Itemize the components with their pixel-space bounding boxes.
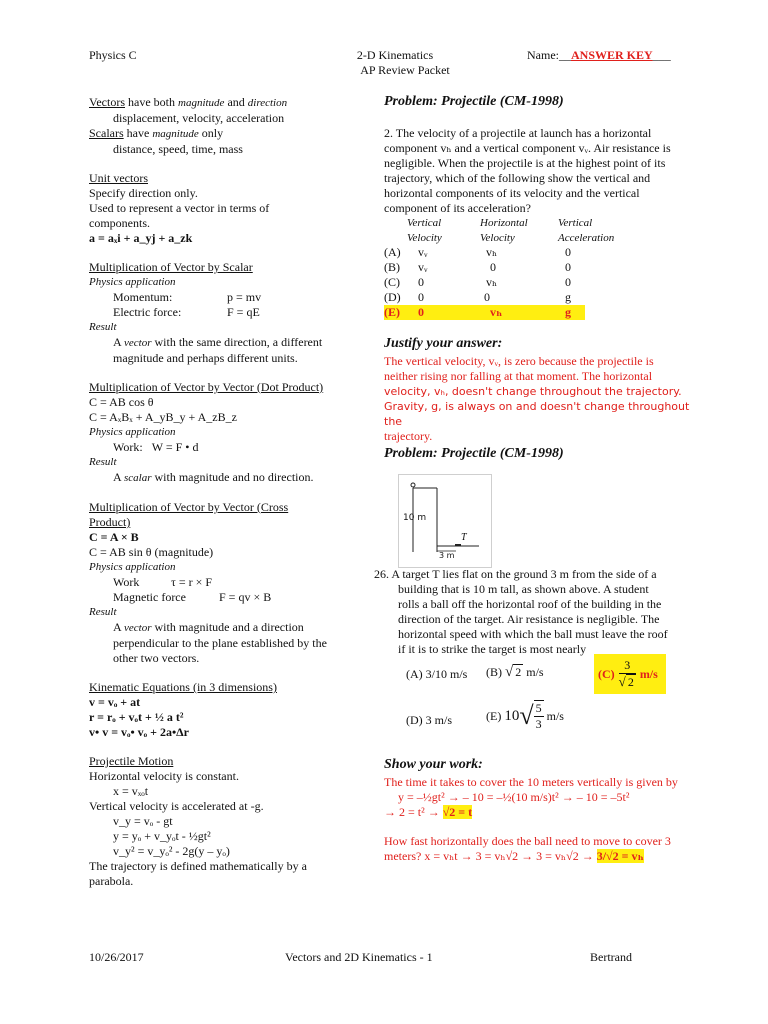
result-label: Result: [89, 456, 117, 468]
choice-h: 0: [484, 290, 490, 304]
q26-line: rolls a ball off the horizontal roof of the building in the: [398, 597, 662, 611]
q26-line: 26. A target T lies flat on the ground 3 m from the side of a: [374, 567, 657, 581]
option-e-label: (E): [486, 708, 502, 723]
proj-line-3: Vertical velocity is accelerated at -g.: [89, 799, 264, 813]
question-26: [374, 567, 704, 657]
cross-result-d: other two vectors.: [113, 651, 200, 665]
proj-line-8: parabola.: [89, 874, 134, 888]
torque-row: [89, 575, 349, 590]
left-column: [89, 95, 349, 889]
col-head-line: Velocity: [480, 232, 515, 244]
choice-v: vᵥ: [418, 260, 428, 274]
choice-v: 0: [418, 305, 424, 319]
magnetic-row: [89, 590, 349, 605]
q2-line: component vₕ and a vertical component vᵥ. Air resistance is: [384, 141, 671, 155]
proj-line-2: x = vₓₒt: [113, 784, 149, 798]
dot-product-heading: Multiplication of Vector by Vector (Dot Product): [89, 380, 324, 394]
topic-title: [340, 48, 450, 78]
electric-formula: F = qE: [227, 305, 260, 319]
kin-formula-2: r = rₒ + vₒt + ½ a t²: [89, 710, 184, 724]
show-work-title: Show your work:: [384, 757, 483, 772]
unit-line-3: components.: [89, 216, 150, 230]
option-b-root: 2: [515, 665, 522, 679]
momentum-row: [89, 290, 349, 305]
col-head-line: Vertical: [407, 217, 442, 229]
height-label: 10 m: [403, 513, 427, 523]
unit-formula: a = aₓi + a_yj + a_zk: [89, 231, 193, 245]
q2-line: trajectory, which of the following show the vertical and: [384, 171, 651, 185]
work-line-4: How fast horizontally does the ball need to move to cover 3: [384, 834, 671, 848]
justify-answer: [384, 354, 704, 444]
option-c-unit: m/s: [639, 666, 658, 681]
proj-line-6: v_y² = v_yₒ² - 2g(y – yₒ): [113, 844, 230, 858]
vectors-dir: direction: [247, 97, 288, 109]
result-label: Result: [89, 606, 117, 618]
topic-line-1: 2-D Kinematics: [356, 48, 434, 62]
cross-product-heading-2: Product): [89, 515, 131, 529]
col-head-horizontal-velocity: [480, 216, 528, 246]
work-line-5a: meters? x = vₕt → 3 = vₕ√2 → 3 = vₕ√2 →: [384, 849, 597, 863]
magnetic-label: Magnetic force: [113, 590, 186, 604]
choice-h: vₕ: [490, 305, 503, 319]
dot-result: [89, 470, 349, 486]
option-c-correct[interactable]: [594, 654, 666, 694]
projectile-heading: Projectile Motion: [89, 754, 174, 768]
name-label: Name:__: [527, 48, 571, 62]
q2-line: component of its acceleration?: [384, 201, 531, 215]
scalar-result: [89, 335, 349, 351]
option-b-label: (B): [486, 665, 502, 679]
result-label: Result: [89, 321, 117, 333]
col-head-line: Vertical: [558, 217, 593, 229]
choice-b[interactable]: [384, 260, 684, 275]
choice-h: vₕ: [486, 245, 498, 259]
footer-author: Bertrand: [590, 950, 632, 964]
cross-result-b: with magnitude and a direction: [151, 620, 304, 634]
work-line-3a: → 2 = t² →: [384, 805, 443, 819]
momentum-label: Momentum:: [113, 290, 173, 304]
dot-result-a: A: [113, 470, 125, 484]
option-c-label: (C): [598, 666, 615, 681]
scalars-only: only: [198, 126, 224, 140]
work-row: [89, 440, 349, 455]
q26-line: if it is to strike the target is most nearly: [398, 642, 587, 656]
vectors-mag: magnitude: [178, 97, 225, 109]
q2-line: horizontal components of its velocity and the vertical: [384, 186, 640, 200]
choice-label: (A): [384, 245, 401, 259]
ball-shape: [411, 483, 415, 487]
option-e-num: 5: [535, 701, 542, 715]
work-line-3: [384, 805, 714, 820]
choices-list: [384, 245, 684, 320]
proj-line-4: v_y = vₒ - gt: [113, 814, 173, 828]
course-name: Physics C: [89, 48, 137, 62]
justify-line: trajectory.: [384, 429, 433, 443]
vectors-examples: displacement, velocity, acceleration: [113, 111, 285, 125]
choice-label: (E): [384, 305, 400, 319]
choice-v: 0: [418, 290, 424, 304]
unit-line-2: Used to represent a vector in terms of: [89, 201, 270, 215]
electric-label: Electric force:: [113, 305, 182, 319]
unit-vectors-heading: Unit vectors: [89, 171, 148, 185]
problem-1-title: Problem: Projectile (CM-1998): [384, 94, 564, 109]
dot-result-scalar: scalar: [124, 472, 152, 484]
col-head-line: Horizontal: [480, 217, 528, 229]
cross-result-vec: vector: [124, 622, 152, 634]
cross-formula-2: C = AB sin θ (magnitude): [89, 545, 214, 559]
vectors-text: have both: [125, 95, 178, 109]
choice-d[interactable]: [384, 290, 684, 305]
question-2: [384, 126, 704, 216]
problem-2-title: Problem: Projectile (CM-1998): [384, 446, 564, 461]
option-d[interactable]: (D) 3 m/s: [406, 713, 452, 727]
kin-formula-1: v = vₒ + at: [89, 695, 141, 709]
work-line-3b: √2 = t: [442, 805, 473, 819]
work-line-5b: 3/√2 = vₕ: [596, 849, 644, 863]
scalars-text: have: [123, 126, 153, 140]
justify-line: velocity, vₕ, doesn't change throughout the trajectory.: [384, 385, 682, 398]
choice-a-val: 0: [565, 260, 571, 274]
physics-application-label: Physics application: [89, 276, 176, 288]
choice-h: vₕ: [486, 275, 498, 289]
kin-formula-3: v• v = vₒ• vₒ + 2a•Δr: [89, 725, 190, 739]
scalars-examples: distance, speed, time, mass: [113, 142, 243, 156]
option-c-den: 2: [627, 675, 634, 689]
option-b-unit: m/s: [526, 665, 544, 679]
choice-a-val: 0: [565, 275, 571, 289]
building-figure: [398, 474, 492, 568]
work-line-2: y = –½gt² → – 10 = –½(10 m/s)t² → – 10 = –5t²: [398, 790, 630, 804]
q26-line: horizontal speed with which the ball must leave the roof: [398, 627, 668, 641]
justify-line: Gravity, g, is always on and doesn't change throughout the: [384, 400, 690, 428]
option-a[interactable]: (A) 3/10 m/s: [406, 667, 468, 681]
work-line-1: The time it takes to cover the 10 meters vertically is given by: [384, 775, 678, 789]
option-c-fraction: $\frac{3}{√ 2}$: [618, 658, 634, 689]
target-shape: [455, 544, 461, 546]
justify-line: neither rising nor falling at that moment. The horizontal: [384, 369, 653, 383]
choice-label: (B): [384, 260, 400, 274]
target-label: T: [461, 532, 467, 543]
q2-line: 2. The velocity of a projectile at launch has a horizontal: [384, 126, 652, 140]
work-formula: W = F • d: [151, 440, 199, 454]
choice-v: 0: [418, 275, 424, 289]
cross-formula-1: C = A × B: [89, 530, 139, 544]
scalars-head: Scalars: [89, 126, 124, 140]
cross-result: [89, 620, 349, 636]
choice-a-val: 0: [565, 245, 571, 259]
dot-formula-1: C = AB cos θ: [89, 395, 154, 409]
scalar-result-c: magnitude and perhaps different units.: [113, 351, 298, 365]
dot-result-b: with magnitude and no direction.: [151, 470, 314, 484]
option-e-fraction: [534, 700, 544, 732]
proj-line-7: The trajectory is defined mathematically by a: [89, 859, 307, 873]
physics-application-label: Physics application: [89, 561, 176, 573]
justify-title: Justify your answer:: [384, 336, 503, 351]
q2-line: negligible. When the projectile is at the highest point of its: [384, 156, 666, 170]
choice-v: vᵥ: [418, 245, 428, 259]
choice-a-val: g: [565, 290, 571, 304]
vectors-and: and: [224, 95, 248, 109]
torque-formula: τ = r × F: [171, 575, 213, 589]
proj-line-1: Horizontal velocity is constant.: [89, 769, 239, 783]
scalars-mag: magnitude: [152, 128, 199, 140]
col-head-line: Acceleration: [558, 232, 615, 244]
choice-e-correct[interactable]: [384, 305, 585, 320]
cross-product-heading: Multiplication of Vector by Vector (Cross: [89, 500, 289, 514]
cross-result-a: A: [113, 620, 125, 634]
scalars-line: [89, 126, 349, 142]
distance-label: 3 m: [439, 551, 455, 560]
justify-line: The vertical velocity, vᵥ, is zero because the projectile is: [384, 354, 654, 368]
option-e[interactable]: (E) 10 √ $\frac{5}{3}$ m/s: [486, 701, 564, 731]
col-head-vertical-velocity: [407, 216, 442, 246]
option-e-den: 3: [535, 717, 542, 731]
choice-c[interactable]: [384, 275, 684, 290]
electric-row: [89, 305, 349, 320]
name-field: [527, 48, 671, 63]
option-c-num: 3: [619, 658, 636, 674]
cross-result-c: perpendicular to the plane established by the: [113, 636, 327, 650]
work-line-5: [384, 849, 714, 864]
col-head-vertical-acceleration: [558, 216, 614, 246]
vectors-head: Vectors: [89, 95, 125, 109]
physics-application-label: Physics application: [89, 426, 176, 438]
option-e-unit: m/s: [546, 708, 564, 723]
q26-line: building that is 10 m tall, as shown above. A student: [398, 582, 649, 596]
proj-line-5: y = yₒ + v_yₒt - ½gt²: [113, 829, 211, 843]
magnetic-formula: F = qv × B: [219, 590, 272, 604]
choice-h: 0: [490, 260, 496, 274]
torque-label: Work: [113, 575, 140, 589]
choice-label: (C): [384, 275, 400, 289]
scalar-result-vec: vector: [124, 337, 152, 349]
vectors-line: [89, 95, 349, 111]
col-head-line: Velocity: [407, 232, 442, 244]
scalar-mult-heading: Multiplication of Vector by Scalar: [89, 260, 253, 274]
work-solution: [384, 775, 714, 864]
kinematics-heading: Kinematic Equations (in 3 dimensions): [89, 680, 277, 694]
topic-line-2: AP Review Packet: [360, 63, 450, 77]
option-b[interactable]: (B) √ 2 m/s: [486, 664, 544, 680]
footer-date: 10/26/2017: [89, 950, 144, 964]
q26-line: direction of the target. Air resistance is negligible. The: [398, 612, 660, 626]
choice-label: (D): [384, 290, 401, 304]
dot-formula-2: C = AₓBₓ + A_yB_y + A_zB_z: [89, 410, 237, 424]
option-e-coef: 10: [504, 707, 520, 724]
choice-a-val: g: [565, 305, 571, 319]
momentum-formula: p = mv: [227, 290, 262, 304]
scalar-result-a: A: [113, 335, 125, 349]
footer-title: Vectors and 2D Kinematics - 1: [285, 950, 433, 964]
scalar-result-b: with the same direction, a different: [151, 335, 323, 349]
name-tail: ___: [652, 48, 671, 62]
answer-key-label: ANSWER KEY: [571, 48, 653, 62]
choice-a[interactable]: [384, 245, 684, 260]
work-label: Work:: [113, 440, 143, 454]
unit-line-1: Specify direction only.: [89, 186, 198, 200]
